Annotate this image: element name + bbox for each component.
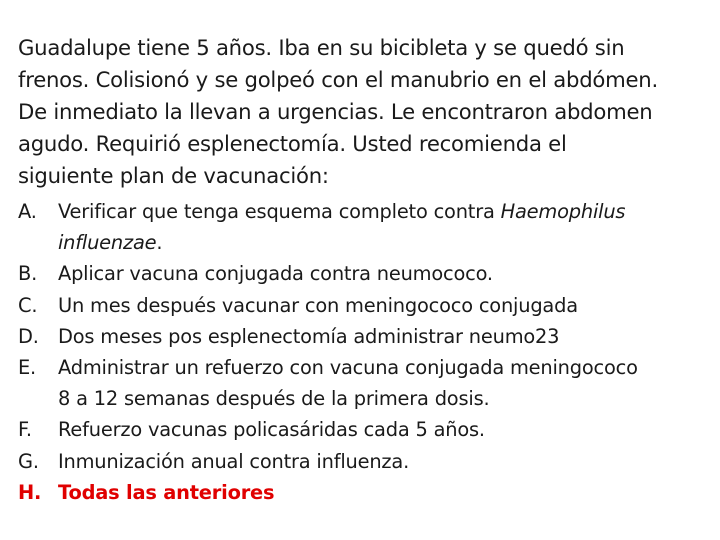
option-letter: B. <box>18 262 38 286</box>
option-text: Aplicar vacuna conjugada contra neumococo. <box>58 262 493 286</box>
option-text: Un mes después vacunar con meningococo conjugada <box>58 293 578 317</box>
option-text: Todas las anteriores <box>58 480 275 504</box>
option-text-line: Administrar un refuerzo con vacuna conjugada meningococo <box>58 356 638 380</box>
option-d <box>18 321 718 352</box>
option-f <box>18 414 718 445</box>
option-text: Dos meses pos esplenectomía administrar neumo23 <box>58 324 560 348</box>
option-letter: C. <box>18 293 38 317</box>
option-letter: E. <box>18 356 37 380</box>
question-line: siguiente plan de vacunación: <box>18 163 329 188</box>
option-text <box>58 196 625 258</box>
option-text: Inmunización anual contra influenza. <box>58 449 410 473</box>
option-text: Refuerzo vacunas policasáridas cada 5 años. <box>58 418 485 442</box>
option-letter: H. <box>18 480 42 504</box>
option-text-part: . <box>156 231 163 255</box>
option-a <box>18 196 718 258</box>
question-stem <box>18 32 718 192</box>
question-line: De inmediato la llevan a urgencias. Le encontraron abdomen <box>18 99 653 124</box>
option-g <box>18 446 718 477</box>
option-letter: A. <box>18 200 37 223</box>
option-letter: G. <box>18 449 39 473</box>
option-c <box>18 290 718 321</box>
option-text <box>58 352 638 414</box>
question-line: Guadalupe tiene 5 años. Iba en su bicibleta y se quedó sin <box>18 35 625 60</box>
option-text-line: 8 a 12 semanas después de la primera dosis. <box>58 387 490 411</box>
question-line: agudo. Requirió esplenectomía. Usted recomienda el <box>18 131 567 156</box>
option-text-part: Verificar que tenga esquema completo contra <box>58 200 501 223</box>
slide-content <box>18 32 718 508</box>
option-text-italic: influenzae <box>58 231 157 255</box>
option-letter: D. <box>18 324 39 348</box>
option-h-correct-answer <box>18 477 718 508</box>
question-line: frenos. Colisionó y se golpeó con el manubrio en el abdómen. <box>18 67 658 92</box>
option-b <box>18 258 718 289</box>
option-letter: F. <box>18 418 32 442</box>
answer-options <box>18 196 718 508</box>
option-e <box>18 352 718 414</box>
option-text-italic: Haemophilus <box>500 200 626 223</box>
